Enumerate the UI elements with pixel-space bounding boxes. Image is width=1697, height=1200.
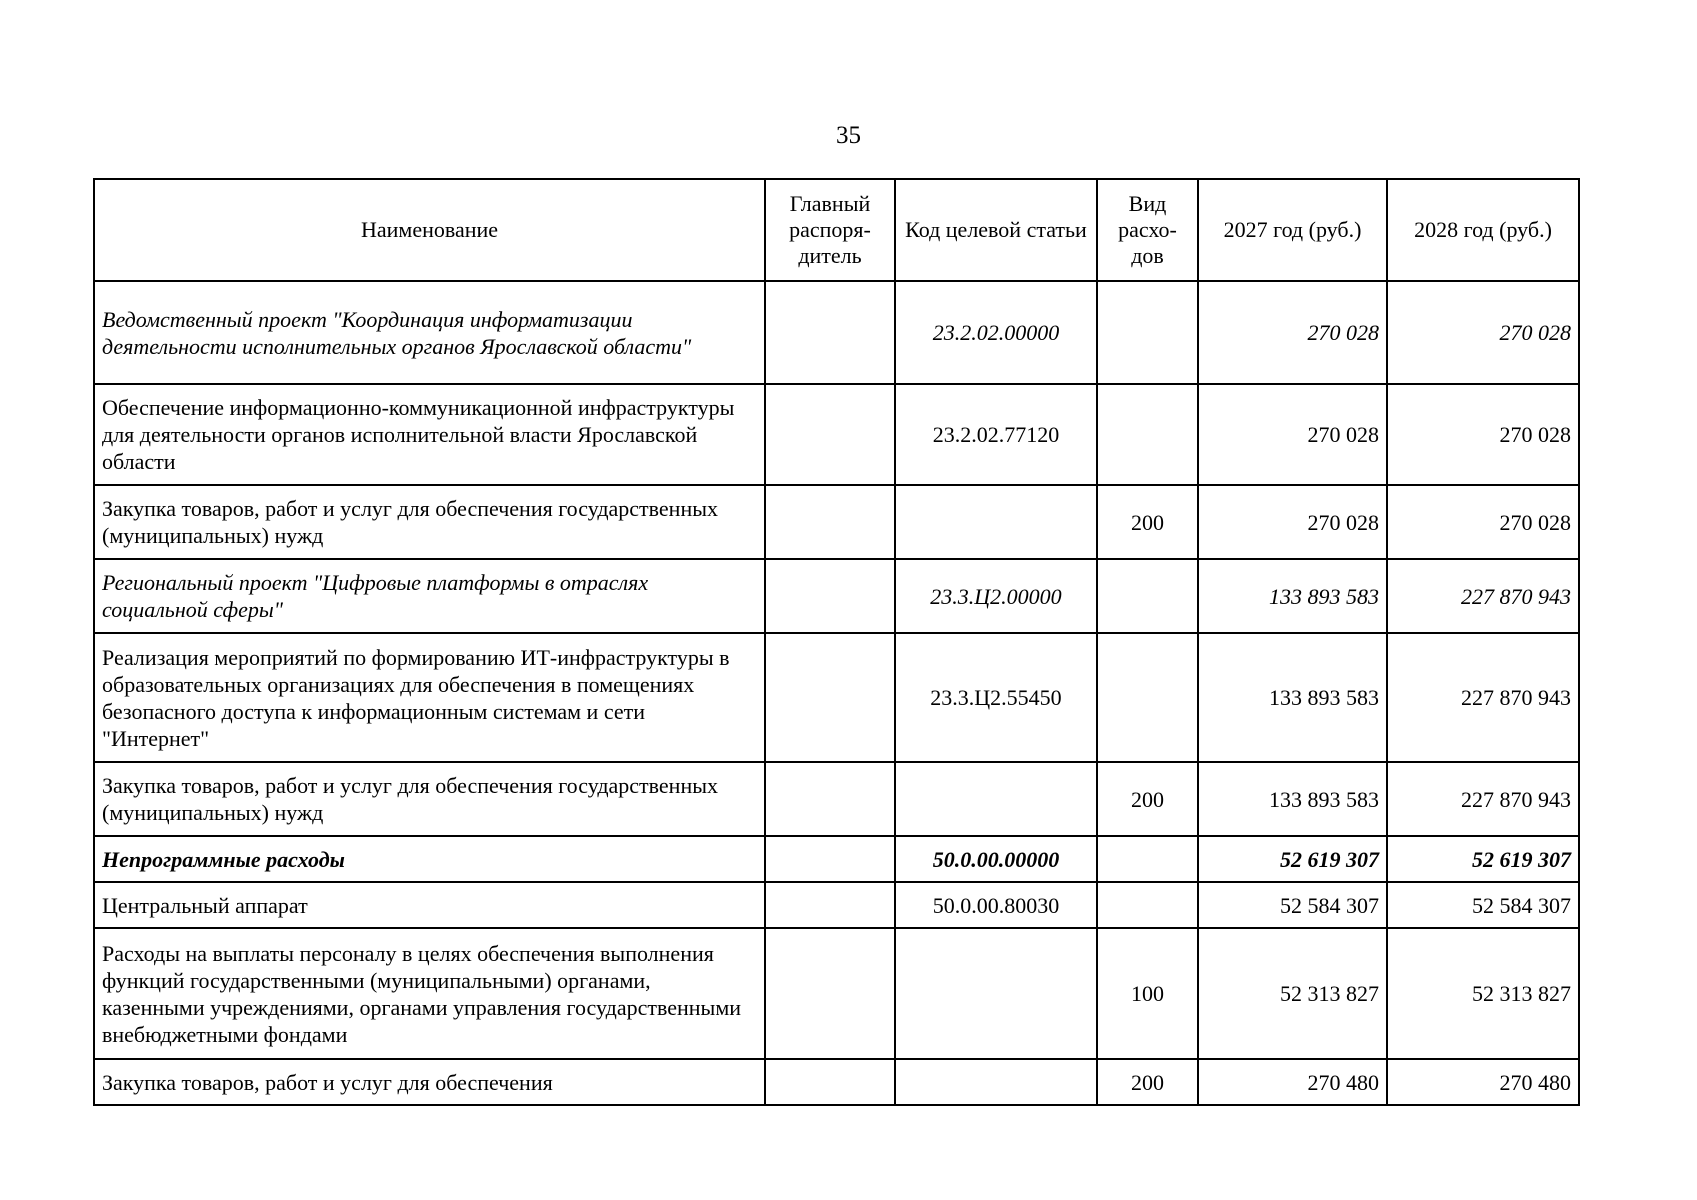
header-2027: 2027 год (руб.)	[1198, 179, 1387, 281]
cell-name: Центральный аппарат	[94, 882, 765, 928]
cell-glavny	[765, 836, 895, 882]
cell-name: Закупка товаров, работ и услуг для обеспечения государственных (муниципальных) нужд	[94, 762, 765, 836]
table-row	[94, 928, 1579, 1059]
cell-glavny	[765, 633, 895, 762]
cell-y2028: 52 313 827	[1387, 928, 1579, 1059]
cell-name: Непрограммные расходы	[94, 836, 765, 882]
cell-kind	[1097, 281, 1198, 384]
cell-y2028: 270 028	[1387, 384, 1579, 485]
cell-kind: 200	[1097, 762, 1198, 836]
table-row	[94, 559, 1579, 633]
table-row	[94, 882, 1579, 928]
cell-kind	[1097, 633, 1198, 762]
cell-y2028: 52 619 307	[1387, 836, 1579, 882]
cell-glavny	[765, 485, 895, 559]
header-name: Наименование	[94, 179, 765, 281]
cell-kind: 200	[1097, 485, 1198, 559]
cell-glavny	[765, 762, 895, 836]
cell-kind	[1097, 559, 1198, 633]
cell-code	[895, 762, 1097, 836]
cell-y2028: 227 870 943	[1387, 559, 1579, 633]
table-row	[94, 633, 1579, 762]
table-header-row	[94, 179, 1579, 281]
cell-kind	[1097, 836, 1198, 882]
cell-glavny	[765, 559, 895, 633]
table-row	[94, 836, 1579, 882]
cell-code	[895, 485, 1097, 559]
cell-name: Реализация мероприятий по формированию ИТ-инфраструктуры в образовательных организациях для обеспечения в помещениях безопасного доступа к информационным системам и сети "Интернет"	[94, 633, 765, 762]
cell-y2027: 133 893 583	[1198, 633, 1387, 762]
cell-kind	[1097, 882, 1198, 928]
table-row	[94, 485, 1579, 559]
cell-y2028: 270 028	[1387, 281, 1579, 384]
cell-code: 50.0.00.80030	[895, 882, 1097, 928]
cell-y2027: 133 893 583	[1198, 762, 1387, 836]
cell-kind	[1097, 384, 1198, 485]
cell-y2027: 270 028	[1198, 281, 1387, 384]
cell-y2027: 270 028	[1198, 384, 1387, 485]
cell-code	[895, 1059, 1097, 1105]
header-kind: Вид расхо-дов	[1097, 179, 1198, 281]
cell-code	[895, 928, 1097, 1059]
cell-code: 23.3.Ц2.00000	[895, 559, 1097, 633]
cell-y2027: 133 893 583	[1198, 559, 1387, 633]
cell-y2028: 270 480	[1387, 1059, 1579, 1105]
cell-name: Ведомственный проект "Координация информатизации деятельности исполнительных органов Ярославской области"	[94, 281, 765, 384]
header-2028: 2028 год (руб.)	[1387, 179, 1579, 281]
cell-code: 23.2.02.00000	[895, 281, 1097, 384]
cell-code: 23.3.Ц2.55450	[895, 633, 1097, 762]
cell-y2028: 52 584 307	[1387, 882, 1579, 928]
cell-y2027: 52 313 827	[1198, 928, 1387, 1059]
cell-name: Обеспечение информационно-коммуникационной инфраструктуры для деятельности органов исполнительной власти Ярославской области	[94, 384, 765, 485]
budget-table	[93, 178, 1580, 1106]
cell-y2028: 270 028	[1387, 485, 1579, 559]
table-row	[94, 1059, 1579, 1105]
table-row	[94, 281, 1579, 384]
cell-glavny	[765, 882, 895, 928]
cell-y2028: 227 870 943	[1387, 633, 1579, 762]
cell-name: Закупка товаров, работ и услуг для обеспечения государственных (муниципальных) нужд	[94, 485, 765, 559]
cell-glavny	[765, 928, 895, 1059]
table-row	[94, 762, 1579, 836]
cell-y2027: 52 584 307	[1198, 882, 1387, 928]
table-row	[94, 384, 1579, 485]
cell-code: 50.0.00.00000	[895, 836, 1097, 882]
header-code: Код целевой статьи	[895, 179, 1097, 281]
cell-name: Расходы на выплаты персоналу в целях обеспечения выполнения функций государственными (муниципальными) органами, казенными учреждениями, органами управления государственными внебюджетными фондами	[94, 928, 765, 1059]
cell-kind: 200	[1097, 1059, 1198, 1105]
cell-name: Закупка товаров, работ и услуг для обеспечения	[94, 1059, 765, 1105]
cell-y2027: 52 619 307	[1198, 836, 1387, 882]
header-glavny: Главный распоря-дитель	[765, 179, 895, 281]
cell-y2027: 270 480	[1198, 1059, 1387, 1105]
cell-name: Региональный проект "Цифровые платформы в отраслях социальной сферы"	[94, 559, 765, 633]
cell-y2028: 227 870 943	[1387, 762, 1579, 836]
cell-y2027: 270 028	[1198, 485, 1387, 559]
table-body	[94, 281, 1579, 1105]
cell-glavny	[765, 1059, 895, 1105]
cell-code: 23.2.02.77120	[895, 384, 1097, 485]
cell-glavny	[765, 384, 895, 485]
cell-glavny	[765, 281, 895, 384]
page-number: 35	[836, 122, 861, 149]
cell-kind: 100	[1097, 928, 1198, 1059]
